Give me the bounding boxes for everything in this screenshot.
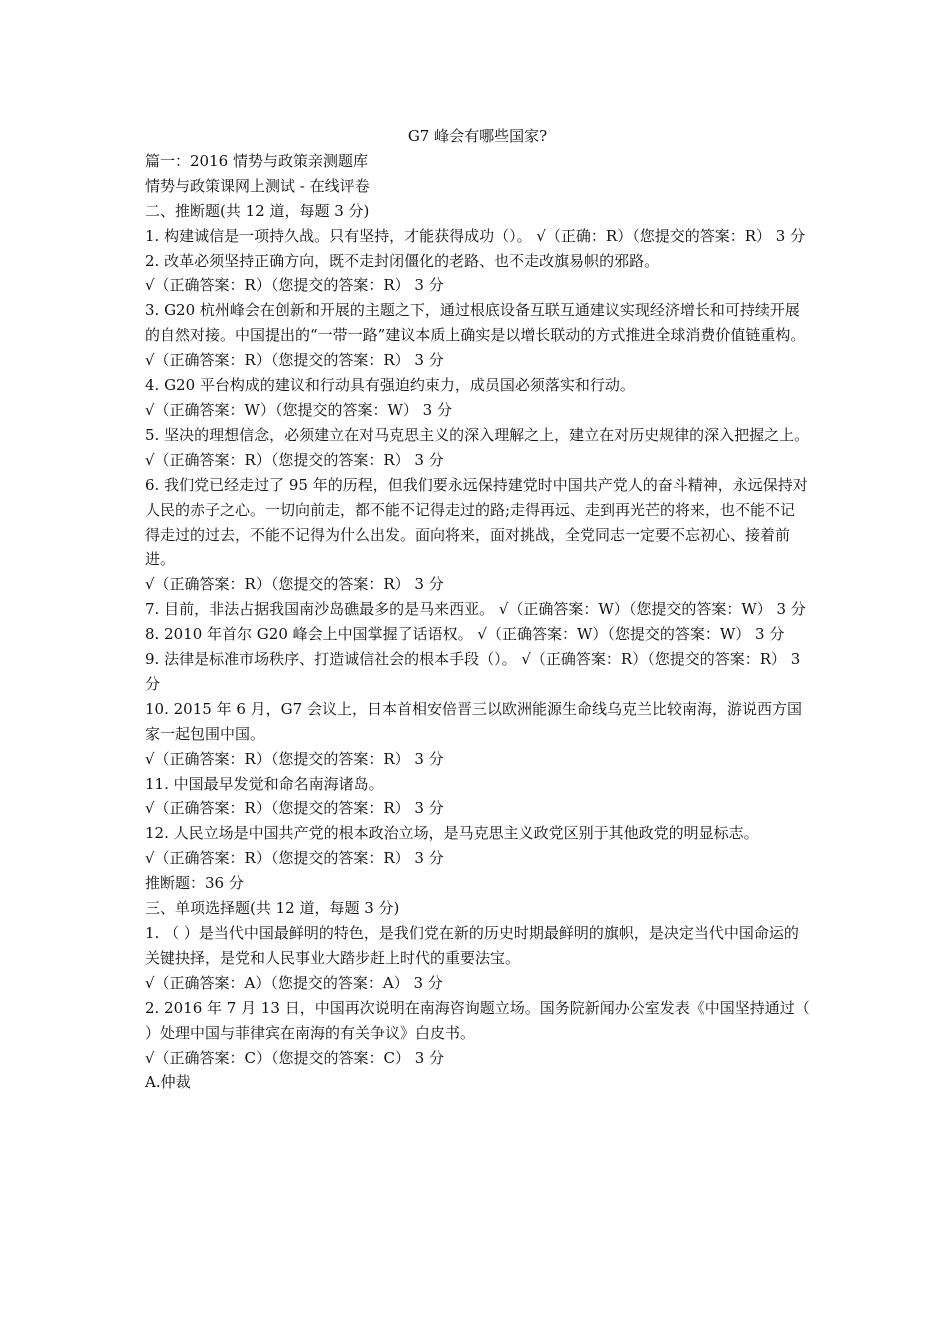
- question-item: 9. 法律是标准市场秩序、打造诚信社会的根本手段（）。 √（正确答案：R）（您提交的答案：R） 3 分: [145, 650, 801, 693]
- document-body: [145, 149, 810, 1095]
- answer-line: √（正确答案：R）（您提交的答案：R） 3 分: [145, 276, 444, 295]
- document-title: G7 峰会有哪些国家?: [407, 127, 548, 145]
- text-line: 篇一：2016 情势与政策亲测题库: [145, 151, 368, 170]
- question-item: 10. 2015 年 6 月，G7 会议上，日本首相安倍晋三以欧洲能源生命线乌克兰比较南海，游说西方国家一起包围中国。: [145, 699, 802, 743]
- answer-line: √（正确答案：A）（您提交的答案：A） 3 分: [145, 973, 443, 992]
- score-line: 推断题：36 分: [145, 874, 244, 893]
- question-item: 5. 坚决的理想信念，必须建立在对马克思主义的深入理解之上，建立在对历史规律的深入把握之上。: [145, 425, 810, 444]
- option-line: A.仲裁: [145, 1073, 191, 1092]
- section-heading: 二、推断题(共 12 道，每题 3 分): [145, 201, 370, 220]
- answer-line: √（正确答案：R）（您提交的答案：R） 3 分: [145, 799, 444, 818]
- answer-line: √（正确答案：C）（您提交的答案：C） 3 分: [145, 1048, 445, 1067]
- question-item: 2. 2016 年 7 月 13 日，中国再次说明在南海咨询题立场。国务院新闻办公室发表《中国坚持通过（ ）处理中国与菲律宾在南海的有关争议》白皮书。: [145, 998, 810, 1042]
- question-item: 1. 构建诚信是一项持久战。只有坚持，才能获得成功（）。 √（正确：R）（您提交的答案：R） 3 分: [145, 226, 806, 245]
- question-item: 11. 中国最早发觉和命名南海诸岛。: [145, 774, 384, 793]
- question-item: 12. 人民立场是中国共产党的根本政治立场，是马克思主义政党区别于其他政党的明显标志。: [145, 824, 759, 843]
- text-line: 情势与政策课网上测试 - 在线评卷: [145, 176, 370, 195]
- question-item: 1. （ ）是当代中国最鲜明的特色，是我们党在新的历史时期最鲜明的旗帜，是决定当代中国命运的关键抉择，是党和人民事业大踏步赶上时代的重要法宝。: [145, 924, 799, 967]
- answer-line: √（正确答案：R）（您提交的答案：R） 3 分: [145, 849, 444, 868]
- question-item: 4. G20 平台构成的建议和行动具有强迫约束力，成员国必须落实和行动。: [145, 376, 635, 395]
- question-item: 7. 目前，非法占据我国南沙岛礁最多的是马来西亚。 √（正确答案：W）（您提交的答案：W） 3 分: [145, 600, 806, 619]
- answer-line: √（正确答案：W）（您提交的答案：W） 3 分: [145, 400, 452, 419]
- question-item: 8. 2010 年首尔 G20 峰会上中国掌握了话语权。 √（正确答案：W）（您提交的答案：W） 3 分: [145, 625, 785, 644]
- answer-line: √（正确答案：R）（您提交的答案：R） 3 分: [145, 450, 444, 469]
- question-item: 2. 改革必须坚持正确方向，既不走封闭僵化的老路、也不走改旗易帜的邪路。: [145, 251, 660, 270]
- answer-line: √（正确答案：R）（您提交的答案：R） 3 分: [145, 749, 444, 768]
- section-heading: 三、单项选择题(共 12 道，每题 3 分): [145, 899, 400, 918]
- question-item: 3. G20 杭州峰会在创新和开展的主题之下，通过根底设备互联互通建议实现经济增长和可持续开展的自然对接。中国提出的“一带一路”建议本质上确实是以增长联动的方式推进全球消费价值链重构。 √（正确答案：R）（您提交的答案：R） 3 分: [145, 301, 806, 370]
- document-page: [145, 124, 810, 1095]
- question-item: 6. 我们党已经走过了 95 年的历程，但我们要永远保持建党时中国共产党人的奋斗精神，永远保持对人民的赤子之心。一切向前走，都不能不记得走过的路;走得再远、走到再光芒的将来，也不能不记得走过的过去，不能不记得为什么出发。面向将来，面对挑战，全党同志一定要不忘初心、接着前进。: [145, 475, 808, 569]
- answer-line: √（正确答案：R）（您提交的答案：R） 3 分: [145, 575, 444, 594]
